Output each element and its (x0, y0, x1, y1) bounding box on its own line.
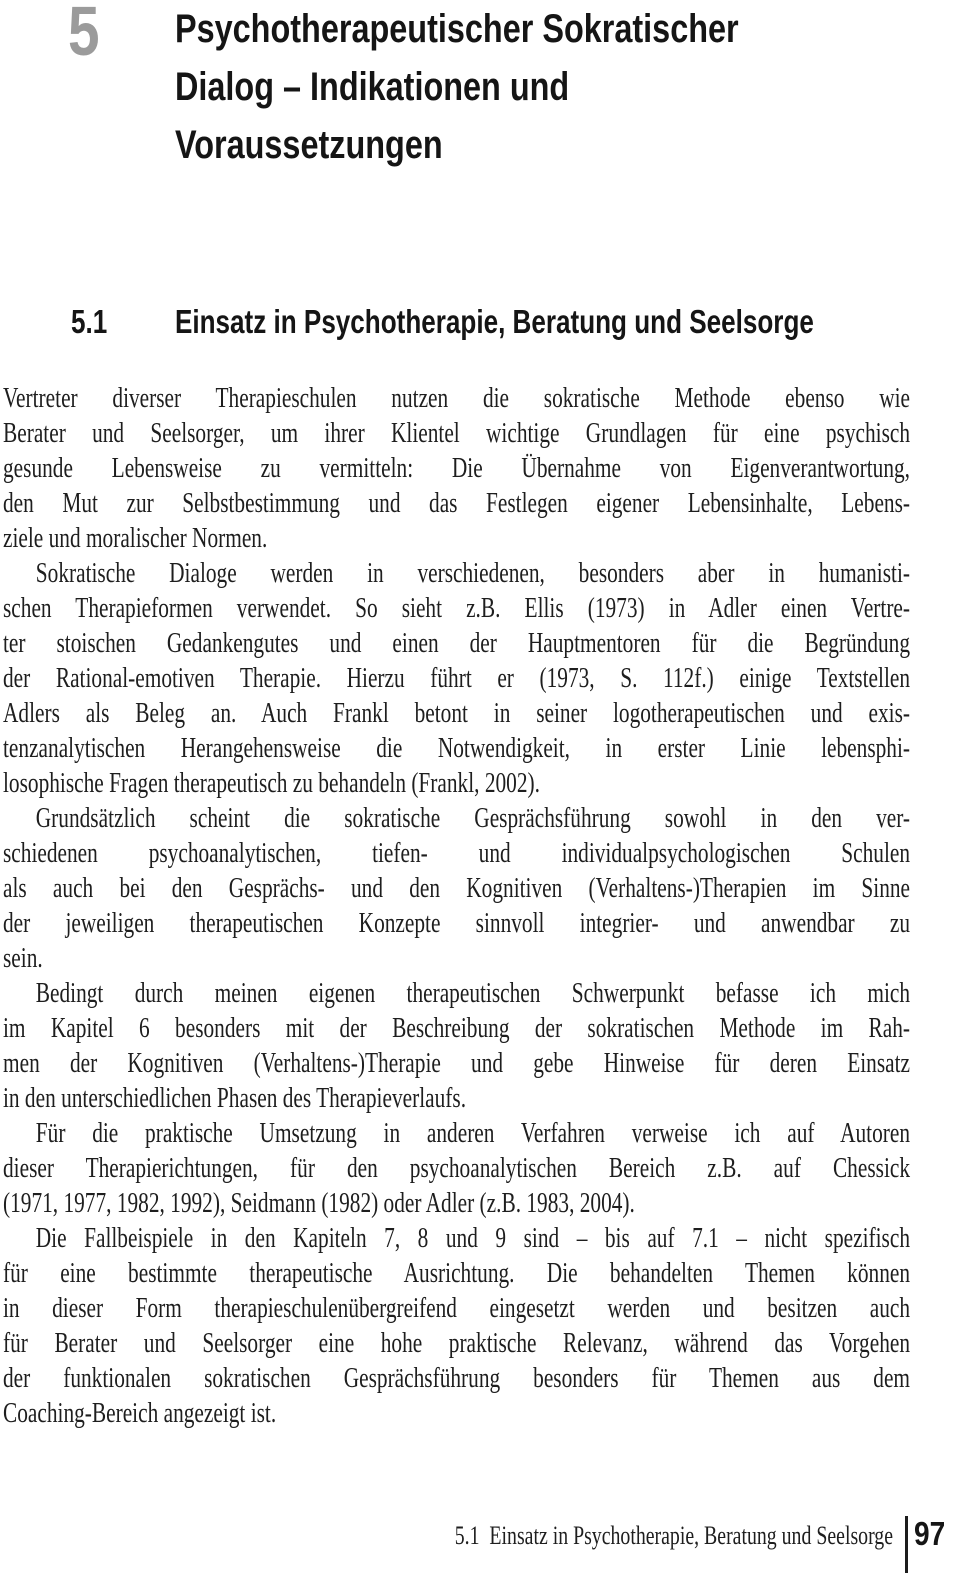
body-line: der funktionalen sokratischen Gesprächsführung besonders für Themen aus dem (3, 1363, 911, 1394)
body-line: für eine bestimmte therapeutische Ausrichtung. Die behandelten Themen können (3, 1258, 911, 1289)
chapter-number: 5 (68, 0, 100, 70)
footer-running-title (455, 1521, 893, 1551)
paragraph (3, 381, 910, 556)
body-line: dieser Therapierichtungen, für den psychoanalytischen Bereich z.B. auf Chessick (3, 1153, 911, 1184)
body-line: Bedingt durch meinen eigenen therapeutischen Schwerpunkt befasse ich mich (35, 978, 911, 1009)
body-line: Sokratische Dialoge werden in verschiedenen, besonders aber in humanisti- (35, 558, 911, 589)
body-text (3, 381, 910, 1431)
body-line: ziele und moralischer Normen. (3, 523, 268, 554)
body-line: in dieser Form therapieschulenübergreifend eingesetzt werden und besitzen auch (3, 1293, 911, 1324)
footer-divider (905, 1516, 908, 1573)
chapter-title-line: Psychotherapeutischer Sokratischer (175, 7, 739, 51)
body-line: den Mut zur Selbstbestimmung und das Festlegen eigener Lebensinhalte, Lebens- (3, 488, 911, 519)
body-line: Berater und Seelsorger, um ihrer Klientel wichtige Grundlagen für eine psychisch (3, 418, 911, 449)
section-heading: Einsatz in Psychotherapie, Beratung und Seelsorge (175, 303, 814, 340)
body-line: tenzanalytischen Herangehensweise die Notwendigkeit, in erster Linie lebensphi- (3, 733, 911, 764)
paragraph (3, 976, 910, 1116)
body-line: schiedenen psychoanalytischen, tiefen- und individualpsychologischen Schulen (3, 838, 911, 869)
body-line: der Rational-emotiven Therapie. Hierzu führt er (1973, S. 112f.) einige Textstellen (3, 663, 911, 694)
body-line: im Kapitel 6 besonders mit der Beschreibung der sokratischen Methode im Rah- (3, 1013, 911, 1044)
body-line: Coaching-Bereich angezeigt ist. (3, 1398, 277, 1429)
body-line: für Berater und Seelsorger eine hohe praktische Relevanz, während das Vorgehen (3, 1328, 911, 1359)
body-line: (1971, 1977, 1982, 1992), Seidmann (1982) oder Adler (z.B. 1983, 2004). (3, 1188, 635, 1219)
body-line: losophische Fragen therapeutisch zu behandeln (Frankl, 2002). (3, 768, 540, 799)
paragraph (3, 1221, 910, 1431)
body-line: in den unterschiedlichen Phasen des Therapieverlaufs. (3, 1083, 467, 1114)
footer-section-number: 5.1 (454, 1521, 480, 1550)
body-line: schen Therapieformen verwendet. So sieht z.B. Ellis (1973) in Adler einen Vertre- (3, 593, 911, 624)
body-line: Die Fallbeispiele in den Kapiteln 7, 8 und 9 sind – bis auf 7.1 – nicht spezifisch (35, 1223, 911, 1254)
body-line: sein. (3, 943, 43, 974)
paragraph (3, 801, 910, 976)
body-line: Für die praktische Umsetzung in anderen Verfahren verweise ich auf Autoren (35, 1118, 911, 1149)
body-line: Adlers als Beleg an. Auch Frankl betont in seiner logotherapeutischen und exis- (3, 698, 911, 729)
body-line: ter stoischen Gedankengutes und einen der Hauptmentoren für die Begründung (3, 628, 911, 659)
body-line: Vertreter diverser Therapieschulen nutzen die sokratische Methode ebenso wie (3, 383, 911, 414)
chapter-title (175, 0, 739, 174)
chapter-title-line: Voraussetzungen (175, 123, 443, 167)
footer-section-title: Einsatz in Psychotherapie, Beratung und Seelsorge (489, 1521, 893, 1550)
page-number: 97 (914, 1515, 946, 1552)
paragraph (3, 1116, 910, 1221)
chapter-title-line: Dialog – Indikationen und (175, 65, 570, 109)
body-line: Grundsätzlich scheint die sokratische Gesprächsführung sowohl in den ver- (35, 803, 911, 834)
body-line: der jeweiligen therapeutischen Konzepte sinnvoll integrier- und anwendbar zu (3, 908, 911, 939)
body-line: men der Kognitiven (Verhaltens-)Therapie und gebe Hinweise für deren Einsatz (3, 1048, 911, 1079)
body-line: als auch bei den Gesprächs- und den Kognitiven (Verhaltens-)Therapien im Sinne (3, 873, 911, 904)
body-line: gesunde Lebensweise zu vermitteln: Die Übernahme von Eigenverantwortung, (3, 453, 911, 484)
section-number: 5.1 (71, 303, 108, 340)
paragraph (3, 556, 910, 801)
